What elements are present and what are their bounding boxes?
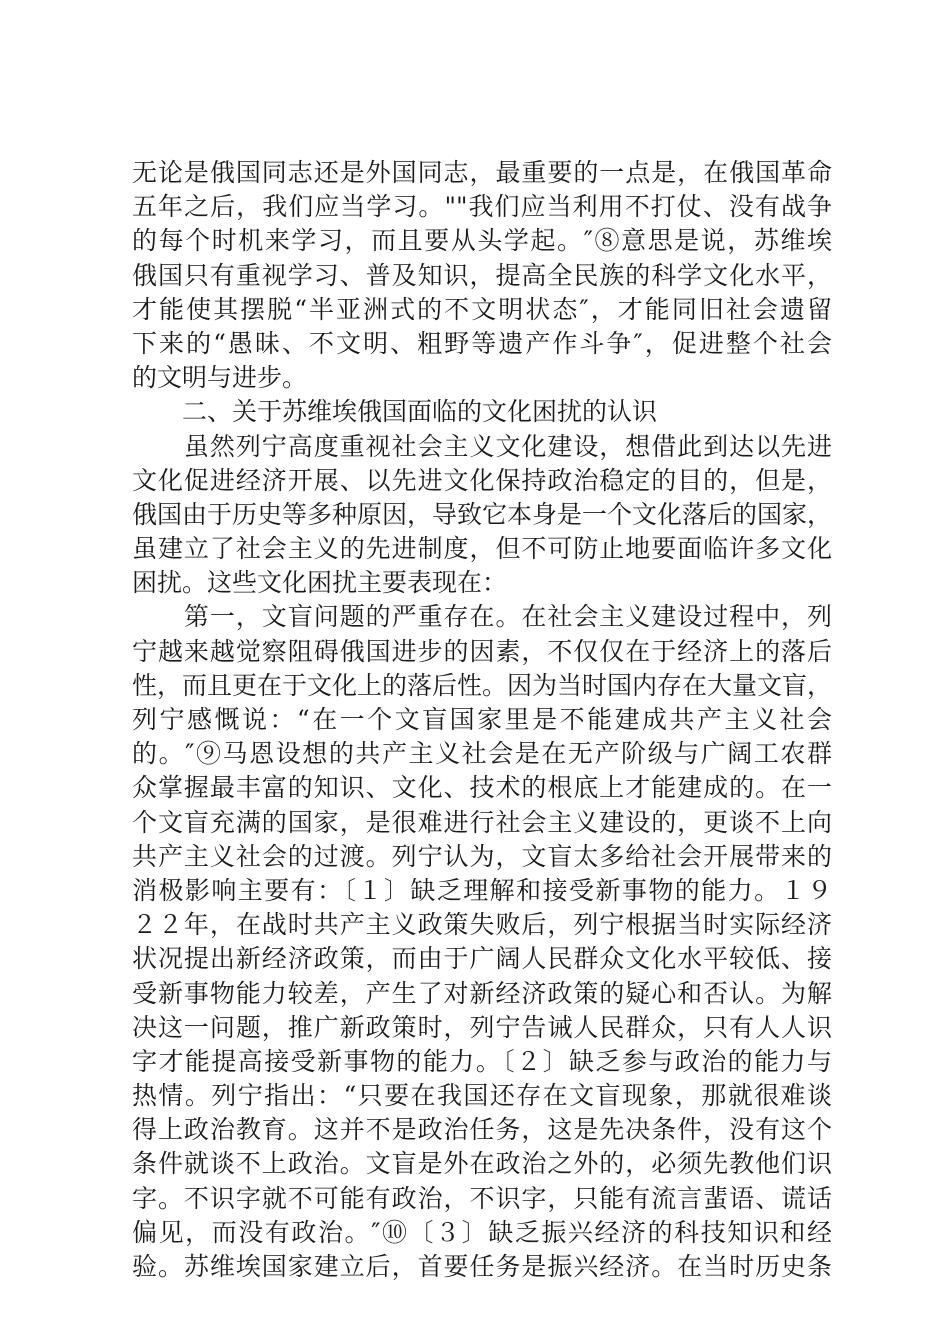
text-line: 无论是俄国同志还是外国同志，最重要的一点是，在俄国革命 bbox=[132, 158, 832, 187]
text-line: 验。苏维埃国家建立后，首要任务是振兴经济。在当时历史条 bbox=[132, 1252, 832, 1281]
text-line: 字。不识字就不可能有政治，不识字，只能有流言蜚语、谎话 bbox=[132, 1183, 832, 1213]
body-text bbox=[132, 156, 832, 1284]
text-line: 决这一问题，推广新政策时，列宁告诫人民群众，只有人人识 bbox=[132, 1012, 832, 1042]
text-line: 共产主义社会的过渡。列宁认为，文盲太多给社会开展带来的 bbox=[132, 841, 832, 871]
text-line: 列宁感慨说：“在一个文盲国家里是不能建成共产主义社会 bbox=[132, 705, 832, 734]
text-line: 俄国由于历史等多种原因，导致它本身是一个文化落后的国家， bbox=[132, 499, 832, 529]
text-line: 虽建立了社会主义的先进制度，但不可防止地要面临许多文化 bbox=[132, 534, 832, 564]
text-line: 众掌握最丰富的知识、文化、技术的根底上才能建成的。在一 bbox=[132, 773, 832, 803]
text-line: 得上政治教育。这并不是政治任务，这是先决条件，没有这个 bbox=[132, 1115, 832, 1145]
text-line: 热情。列宁指出：“只要在我国还存在文盲现象，那就很难谈 bbox=[132, 1081, 832, 1111]
text-line: 偏见，而没有政治。″⑩〔３〕缺乏振兴经济的科技知识和经 bbox=[132, 1217, 832, 1247]
text-line: ２２年，在战时共产主义政策失败后，列宁根据当时实际经济 bbox=[132, 910, 832, 940]
text-line: 虽然列宁高度重视社会主义文化建设，想借此到达以先进 bbox=[132, 431, 832, 461]
text-line: 个文盲充满的国家，是很难进行社会主义建设的，更谈不上向 bbox=[132, 807, 832, 837]
text-line: 消极影响主要有：〔１〕缺乏理解和接受新事物的能力。１９ bbox=[132, 875, 832, 905]
text-line: 下来的“愚昧、不文明、粗野等遗产作斗争″，促进整个社会 bbox=[132, 328, 832, 358]
text-line: 五年之后，我们应当学习。""我们应当利用不打仗、没有战争 bbox=[132, 192, 832, 222]
text-line: 性，而且更在于文化上的落后性。因为当时国内存在大量文盲， bbox=[132, 670, 832, 700]
text-line: 受新事物能力较差，产生了对新经济政策的疑心和否认。为解 bbox=[132, 978, 832, 1008]
text-line: 的每个时机来学习，而且要从头学起。″⑧意思是说，苏维埃 bbox=[132, 226, 832, 256]
text-line: 状况提出新经济政策，而由于广阔人民群众文化水平较低、接 bbox=[132, 944, 832, 974]
text-line: 第一，文盲问题的严重存在。在社会主义建设过程中，列 bbox=[132, 602, 832, 632]
text-line: 字才能提高接受新事物的能力。〔２〕缺乏参与政治的能力与 bbox=[132, 1046, 832, 1076]
paragraph-end-line: 困扰。这些文化困扰主要表现在： bbox=[132, 568, 508, 598]
text-line: 俄国只有重视学习、普及知识，提高全民族的科学文化水平， bbox=[132, 260, 832, 290]
text-line: 条件就谈不上政治。文盲是外在政治之外的，必须先教他们识 bbox=[132, 1149, 832, 1179]
text-line: 的。″⑨马恩设想的共产主义社会是在无产阶级与广阔工农群 bbox=[132, 739, 832, 769]
text-line: 宁越来越觉察阻碍俄国进步的因素，不仅仅在于经济上的落后 bbox=[132, 636, 832, 666]
text-line: 才能使其摆脱“半亚洲式的不文明状态″，才能同旧社会遗留 bbox=[132, 294, 832, 324]
text-line: 文化促进经济开展、以先进文化保持政治稳定的目的，但是， bbox=[132, 465, 832, 495]
section-heading: 二、关于苏维埃俄国面临的文化困扰的认识 bbox=[132, 397, 658, 427]
paragraph-end-line: 的文明与进步。 bbox=[132, 363, 308, 393]
